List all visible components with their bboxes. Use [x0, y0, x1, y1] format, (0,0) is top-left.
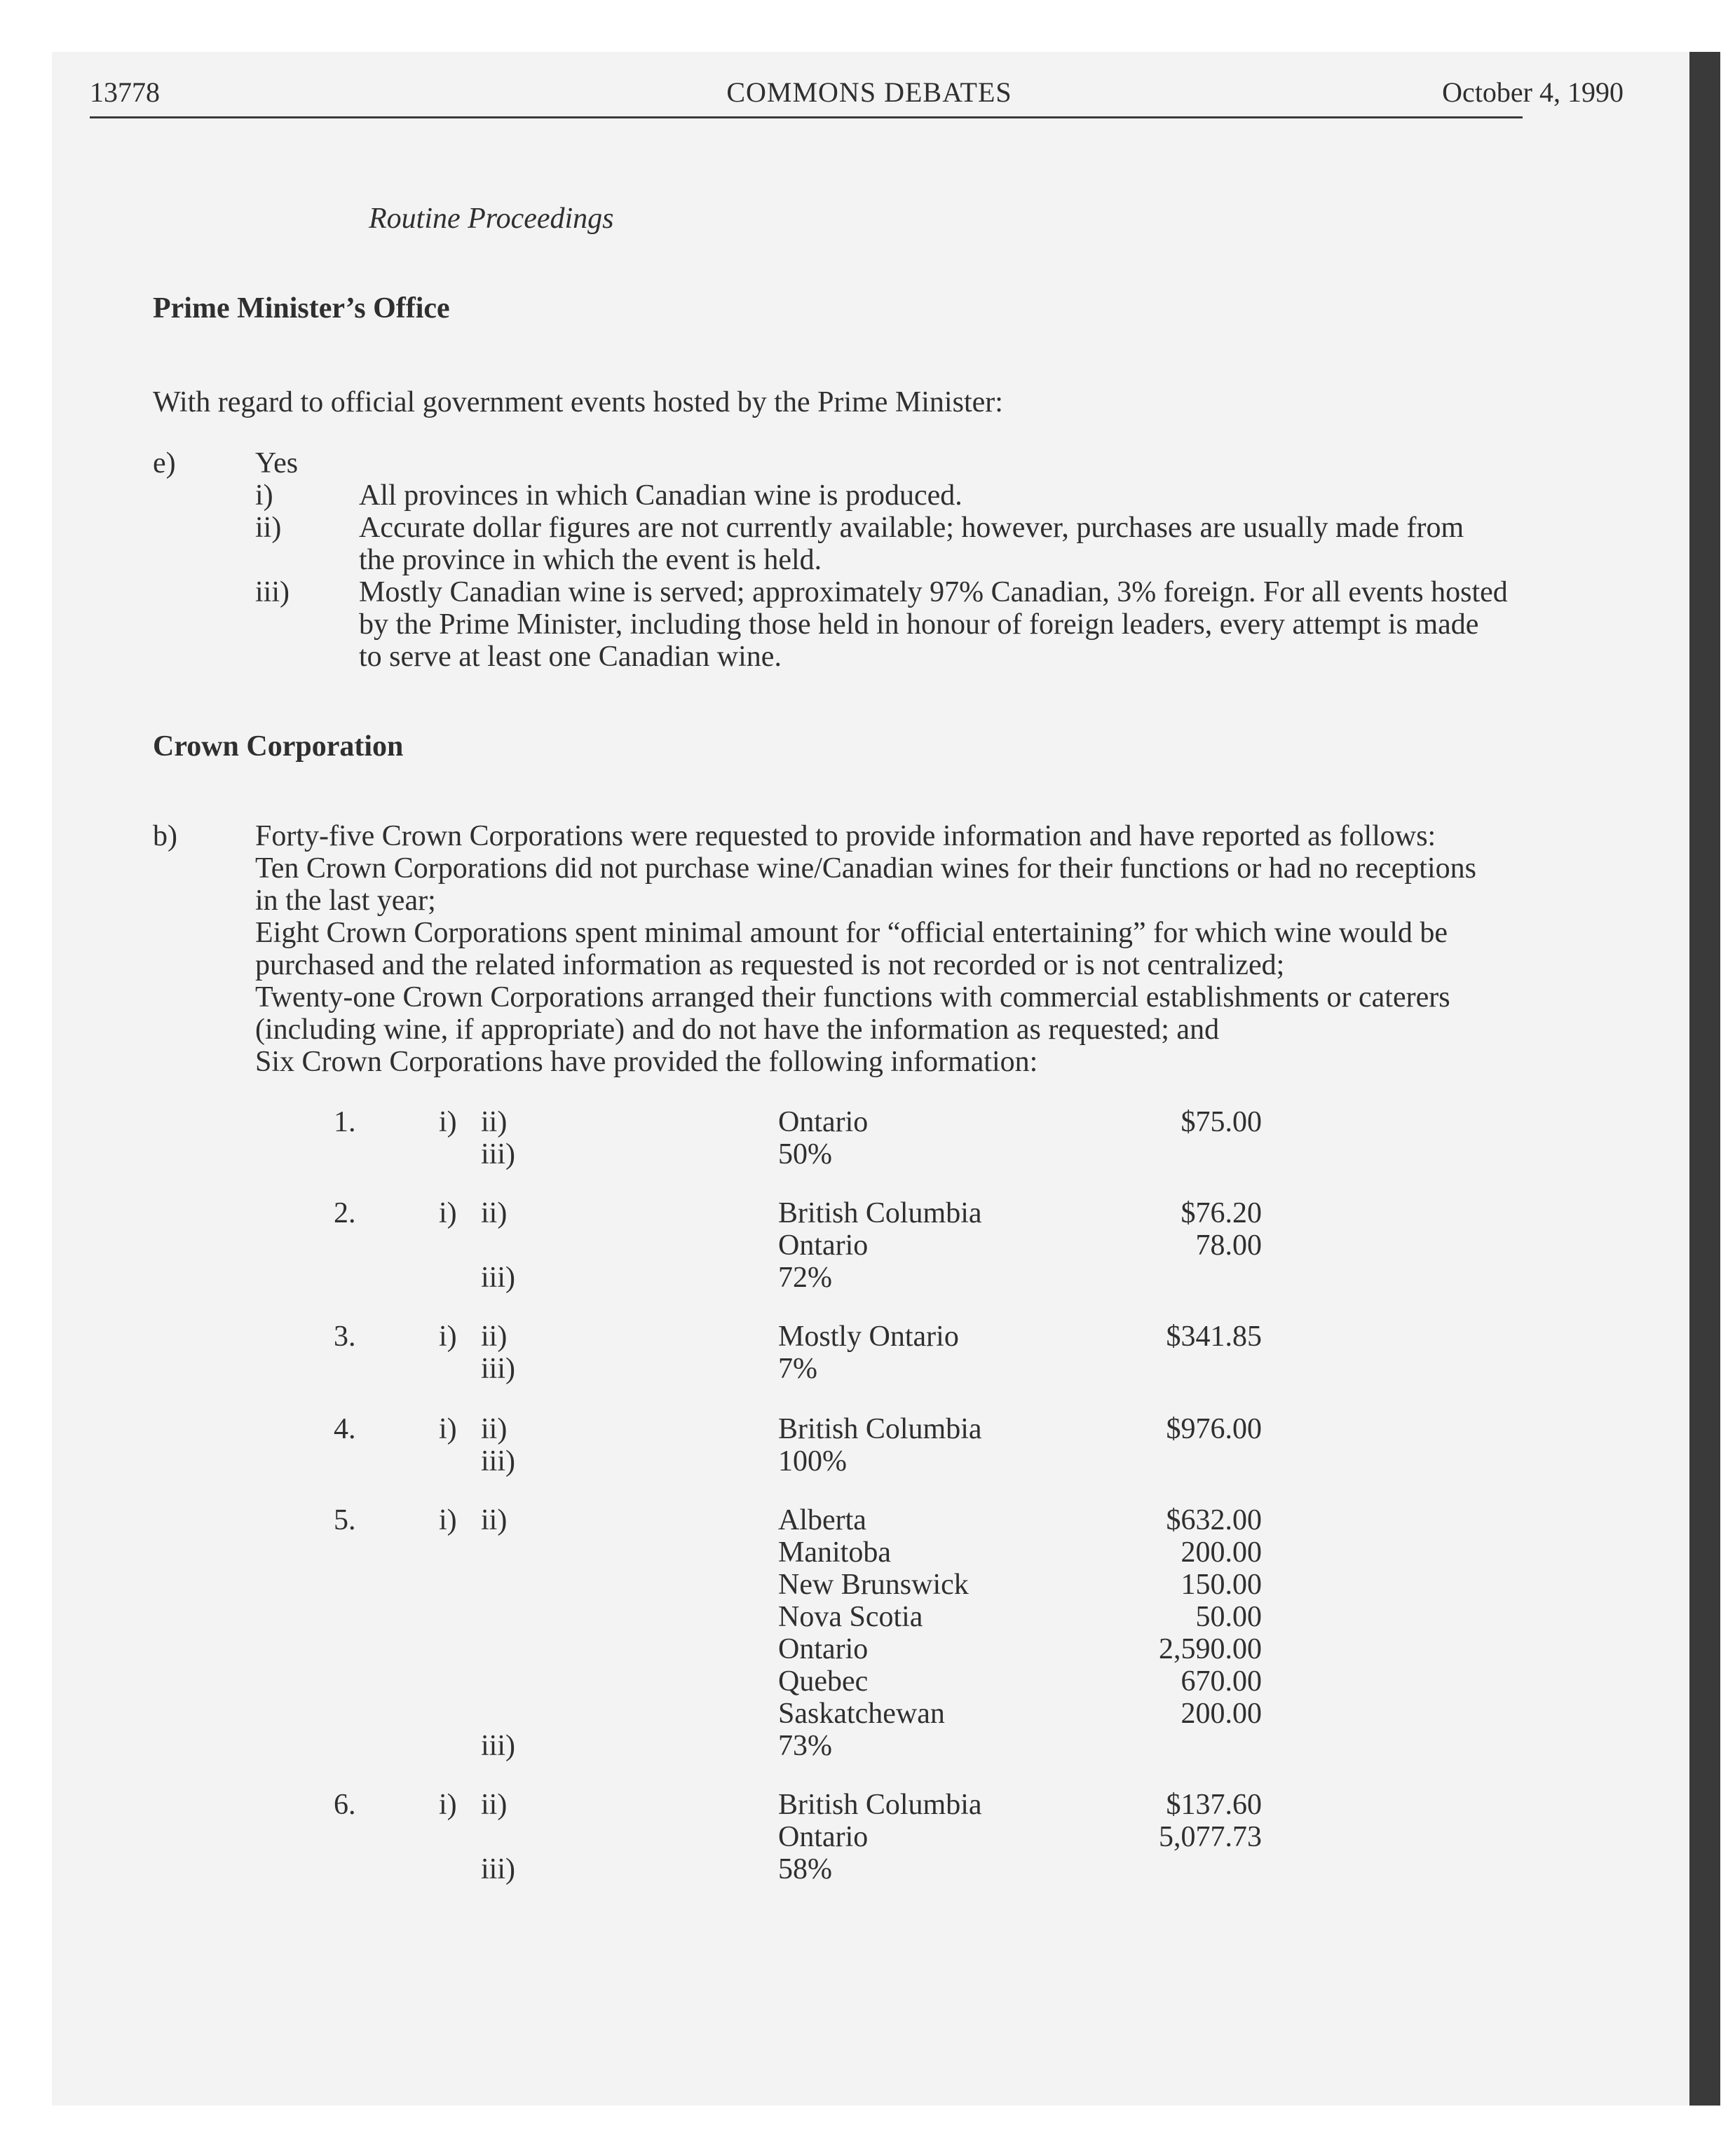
entry-percent: 50%	[778, 1138, 832, 1171]
header-rule	[90, 116, 1523, 118]
entry-amount: $75.00	[1181, 1106, 1262, 1138]
entry-number: 4.	[334, 1413, 356, 1445]
entry-label-ii: ii)	[481, 1413, 508, 1445]
pmo-heading: Prime Minister’s Office	[153, 292, 450, 325]
text-line: purchased and the related information as requested is not recorded or is not centralized;	[255, 949, 1285, 981]
text-line: All provinces in which Canadian wine is produced.	[359, 479, 962, 512]
entry-province: Nova Scotia	[778, 1601, 923, 1633]
pmo-item-text	[359, 479, 962, 512]
entry-province: Ontario	[778, 1821, 869, 1853]
entry-label-ii: ii)	[481, 1789, 508, 1821]
entry-amount: 200.00	[1181, 1698, 1262, 1730]
entry-label-ii: ii)	[481, 1504, 508, 1536]
entry-label-i: i)	[439, 1197, 457, 1229]
entry-amount: $76.20	[1181, 1197, 1262, 1229]
entry-amount: $137.60	[1166, 1789, 1262, 1821]
entry-province: Saskatchewan	[778, 1698, 945, 1730]
publication-title: COMMONS DEBATES	[726, 76, 1012, 108]
pmo-item-label: ii)	[255, 512, 282, 544]
entry-amount: $341.85	[1166, 1321, 1262, 1353]
entry-number: 1.	[334, 1106, 356, 1138]
entry-amount: 78.00	[1195, 1229, 1262, 1262]
text-line: the province in which the event is held.	[359, 544, 822, 576]
crown-b-label: b)	[153, 820, 177, 852]
text-line: in the last year;	[255, 885, 436, 917]
entry-label-i: i)	[439, 1504, 457, 1536]
entry-label-ii: ii)	[481, 1106, 508, 1138]
text-line: Mostly Canadian wine is served; approximately 97% Canadian, 3% foreign. For all events hosted	[359, 576, 1508, 608]
crown-heading: Crown Corporation	[153, 730, 404, 763]
entry-label-iii: iii)	[481, 1353, 515, 1385]
entry-amount: 5,077.73	[1159, 1821, 1262, 1853]
entry-amount: 50.00	[1195, 1601, 1262, 1633]
pmo-item-label: i)	[255, 479, 273, 512]
entry-number: 6.	[334, 1789, 356, 1821]
pmo-intro: With regard to official government events hosted by the Prime Minister:	[153, 386, 1003, 418]
entry-label-i: i)	[439, 1321, 457, 1353]
pmo-e-answer: Yes	[255, 447, 299, 479]
text-line: Six Crown Corporations have provided the following information:	[255, 1046, 1038, 1078]
entry-province: New Brunswick	[778, 1569, 969, 1601]
entry-number: 3.	[334, 1321, 356, 1353]
entry-label-iii: iii)	[481, 1445, 515, 1478]
entry-amount: 200.00	[1181, 1536, 1262, 1569]
entry-province: Mostly Ontario	[778, 1321, 959, 1353]
entry-number: 5.	[334, 1504, 356, 1536]
entry-percent: 100%	[778, 1445, 847, 1478]
crown-paragraph	[255, 820, 1476, 1078]
entry-amount: $632.00	[1166, 1504, 1262, 1536]
text-line: Eight Crown Corporations spent minimal amount for “official entertaining” for which wine would be	[255, 917, 1448, 949]
entry-label-ii: ii)	[481, 1321, 508, 1353]
text-line: Ten Crown Corporations did not purchase wine/Canadian wines for their functions or had no receptions	[255, 852, 1476, 885]
entry-percent: 73%	[778, 1730, 832, 1762]
text-line: (including wine, if appropriate) and do not have the information as requested; and	[255, 1014, 1220, 1046]
entry-amount: 2,590.00	[1159, 1633, 1262, 1665]
entry-label-i: i)	[439, 1413, 457, 1445]
entry-label-iii: iii)	[481, 1138, 515, 1171]
text-line: Forty-five Crown Corporations were requested to provide information and have reported as follows:	[255, 820, 1436, 852]
section-subheading: Routine Proceedings	[369, 203, 614, 235]
entry-number: 2.	[334, 1197, 356, 1229]
entry-label-i: i)	[439, 1106, 457, 1138]
entry-label-ii: ii)	[481, 1197, 508, 1229]
pmo-item-label: iii)	[255, 576, 290, 608]
page-number: 13778	[90, 76, 160, 108]
text-line: to serve at least one Canadian wine.	[359, 641, 782, 673]
entry-amount: $976.00	[1166, 1413, 1262, 1445]
entry-label-iii: iii)	[481, 1262, 515, 1294]
entry-label-i: i)	[439, 1789, 457, 1821]
pmo-item-text	[359, 576, 1508, 673]
entry-province: British Columbia	[778, 1789, 982, 1821]
pmo-e-label: e)	[153, 447, 176, 479]
entry-province: Ontario	[778, 1633, 869, 1665]
entry-province: Manitoba	[778, 1536, 891, 1569]
entry-province: Quebec	[778, 1665, 869, 1698]
pmo-item-text	[359, 512, 1464, 576]
text-line: Twenty-one Crown Corporations arranged their functions with commercial establishments or caterers	[255, 981, 1450, 1014]
publication-date: October 4, 1990	[1442, 76, 1624, 108]
scan-edge	[1689, 52, 1720, 2106]
entry-label-iii: iii)	[481, 1853, 515, 1885]
entry-province: British Columbia	[778, 1413, 982, 1445]
entry-province: Alberta	[778, 1504, 866, 1536]
entry-province: Ontario	[778, 1229, 869, 1262]
entry-label-iii: iii)	[481, 1730, 515, 1762]
entry-percent: 7%	[778, 1353, 817, 1385]
entry-percent: 72%	[778, 1262, 832, 1294]
text-line: Accurate dollar figures are not currently available; however, purchases are usually made from	[359, 512, 1464, 544]
entry-amount: 670.00	[1181, 1665, 1262, 1698]
entry-province: British Columbia	[778, 1197, 982, 1229]
entry-percent: 58%	[778, 1853, 832, 1885]
entry-province: Ontario	[778, 1106, 869, 1138]
text-line: by the Prime Minister, including those held in honour of foreign leaders, every attempt is made	[359, 608, 1479, 641]
entry-amount: 150.00	[1181, 1569, 1262, 1601]
